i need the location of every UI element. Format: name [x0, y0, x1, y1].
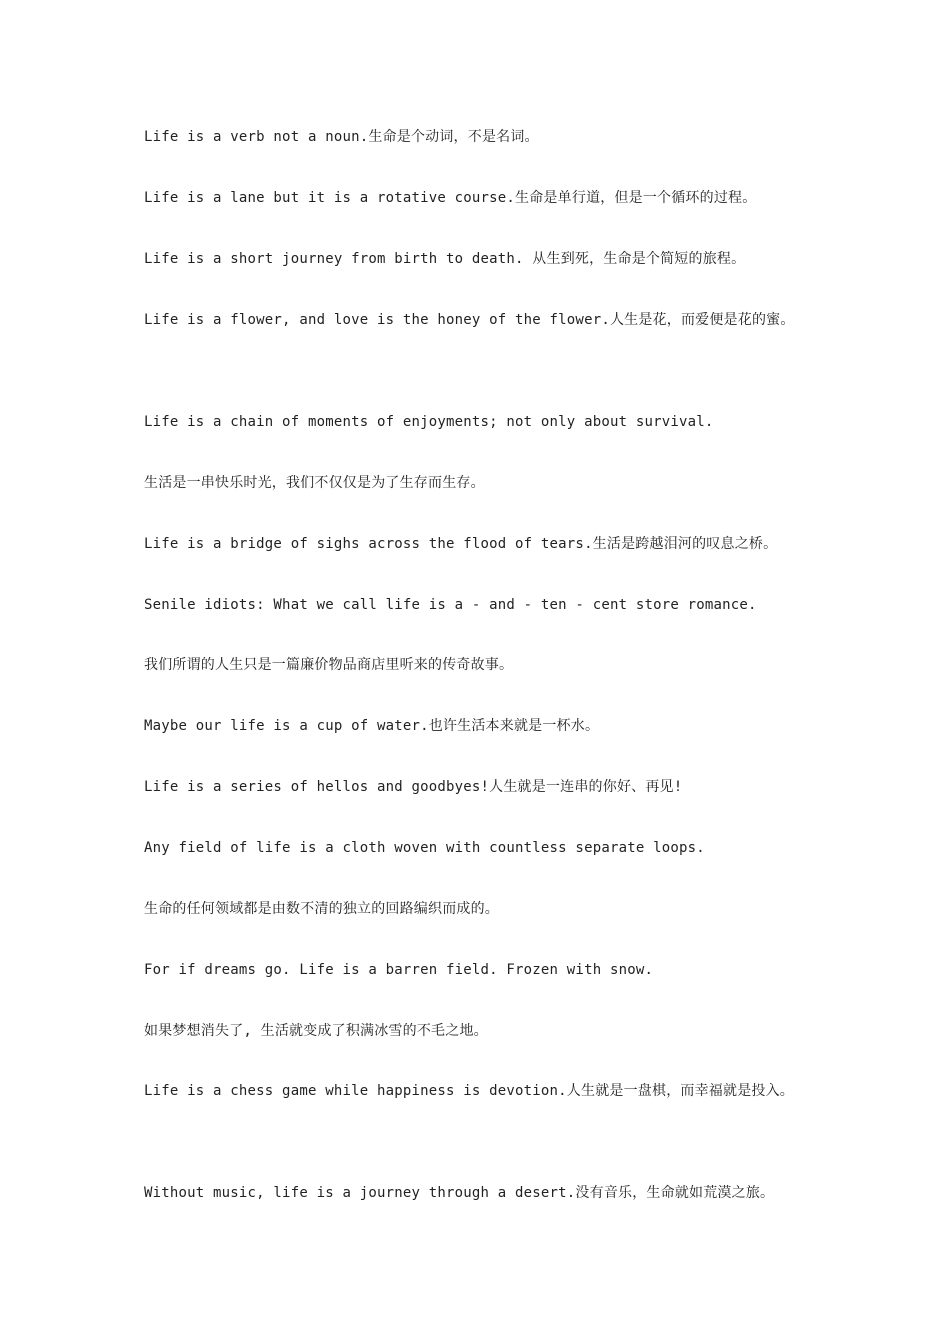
text-line: Life is a series of hellos and goodbyes!人生就是一连串的你好、再见!: [144, 779, 683, 795]
text-line: 我们所谓的人生只是一篇廉价物品商店里听来的传奇故事。: [144, 657, 514, 673]
text-line: Life is a flower, and love is the honey of the flower.人生是花，而爱便是花的蜜。: [144, 312, 795, 328]
text-line: 如果梦想消失了, 生活就变成了积满冰雪的不毛之地。: [144, 1023, 488, 1039]
text-line: Maybe our life is a cup of water.也许生活本来就是一杯水。: [144, 718, 600, 734]
text-line: For if dreams go. Life is a barren field. Frozen with snow.: [144, 962, 654, 978]
text-line: Life is a verb not a noun.生命是个动词，不是名词。: [144, 129, 539, 145]
text-line: Life is a chain of moments of enjoyments; not only about survival.: [144, 414, 714, 430]
text-line: Life is a lane but it is a rotative course.生命是单行道，但是一个循环的过程。: [144, 190, 757, 206]
text-line: Life is a short journey from birth to death. 从生到死，生命是个简短的旅程。: [144, 251, 746, 267]
text-line: Senile idiots: What we call life is a - and - ten - cent store romance.: [144, 597, 757, 613]
text-line: 生活是一串快乐时光，我们不仅仅是为了生存而生存。: [144, 475, 485, 491]
text-line: Life is a bridge of sighs across the flood of tears.生活是跨越泪河的叹息之桥。: [144, 536, 778, 552]
text-line: Any field of life is a cloth woven with countless separate loops.: [144, 840, 705, 856]
text-line: 生命的任何领域都是由数不清的独立的回路编织而成的。: [144, 901, 499, 917]
text-line: Without music, life is a journey through a desert.没有音乐，生命就如荒漠之旅。: [144, 1185, 775, 1201]
text-line: Life is a chess game while happiness is devotion.人生就是一盘棋，而幸福就是投入。: [144, 1083, 795, 1099]
